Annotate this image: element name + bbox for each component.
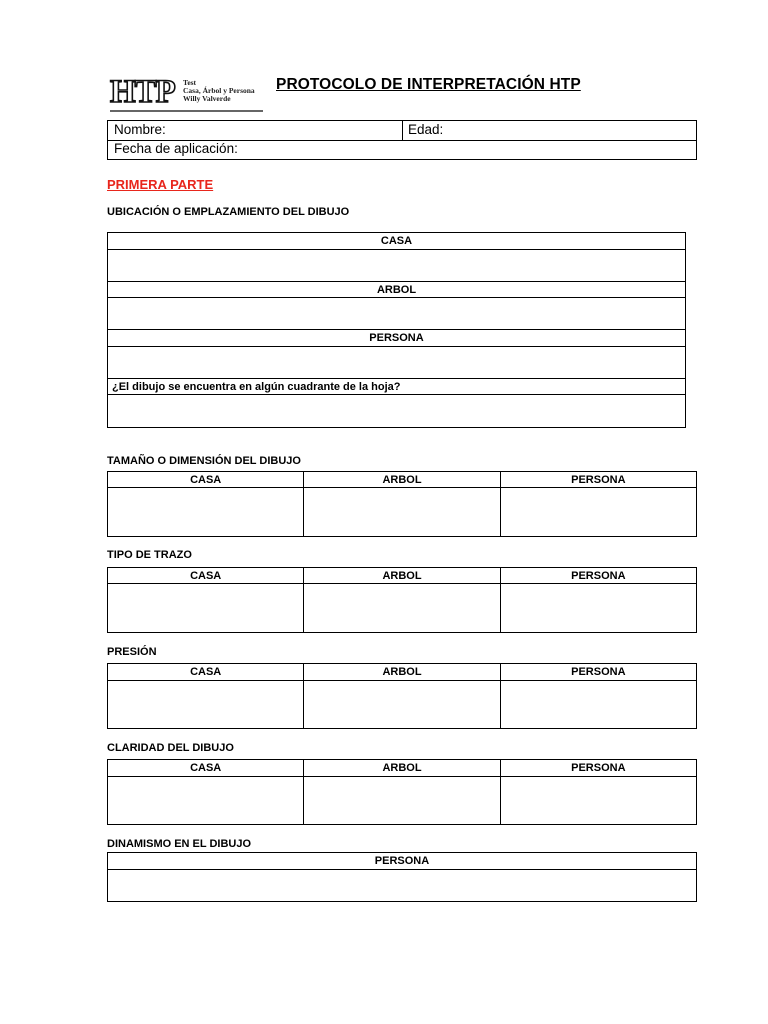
page-title: PROTOCOLO DE INTERPRETACIÓN HTP <box>276 76 581 93</box>
tamano-casa-header: CASA <box>108 472 304 488</box>
info-row-name <box>108 121 696 141</box>
ubicacion-casa-header: CASA <box>108 233 686 250</box>
logo-line-test: Test <box>183 78 197 87</box>
trazo-arbol-header: ARBOL <box>304 568 500 584</box>
patient-info-table <box>107 120 697 160</box>
info-row-date <box>108 140 696 159</box>
ubicacion-arbol-cell[interactable] <box>108 298 686 330</box>
presion-casa-cell[interactable] <box>108 681 304 729</box>
presion-arbol-cell[interactable] <box>304 681 500 729</box>
claridad-casa-cell[interactable] <box>108 777 304 825</box>
dinamismo-heading: DINAMISMO EN EL DIBUJO <box>107 838 252 850</box>
tamano-persona-cell[interactable] <box>500 488 696 537</box>
trazo-arbol-cell[interactable] <box>304 584 500 633</box>
trazo-casa-cell[interactable] <box>108 584 304 633</box>
dinamismo-table <box>107 852 697 902</box>
tamano-persona-header: PERSONA <box>500 472 696 488</box>
logo-line-author: Willy Valverde <box>183 94 231 103</box>
claridad-heading: CLARIDAD DEL DIBUJO <box>107 742 234 754</box>
tamano-arbol-header: ARBOL <box>304 472 500 488</box>
ubicacion-arbol-header: ARBOL <box>108 282 686 298</box>
presion-arbol-header: ARBOL <box>304 664 500 681</box>
ubicacion-table <box>107 232 686 428</box>
tamano-casa-cell[interactable] <box>108 488 304 537</box>
dinamismo-persona-header: PERSONA <box>108 853 697 870</box>
claridad-persona-cell[interactable] <box>500 777 696 825</box>
tamano-arbol-cell[interactable] <box>304 488 500 537</box>
trazo-heading: TIPO DE TRAZO <box>107 549 192 561</box>
presion-persona-cell[interactable] <box>500 681 696 729</box>
ubicacion-question: ¿El dibujo se encuentra en algún cuadrante de la hoja? <box>108 379 686 395</box>
trazo-persona-header: PERSONA <box>500 568 696 584</box>
ubicacion-question-cell[interactable] <box>108 395 686 428</box>
ubicacion-casa-cell[interactable] <box>108 250 686 282</box>
htp-logo <box>110 76 265 112</box>
trazo-persona-cell[interactable] <box>500 584 696 633</box>
trazo-table <box>107 567 697 633</box>
tamano-table <box>107 471 697 537</box>
ubicacion-persona-cell[interactable] <box>108 347 686 379</box>
logo-underline <box>110 110 263 112</box>
claridad-persona-header: PERSONA <box>500 760 696 777</box>
presion-heading: PRESIÓN <box>107 646 157 658</box>
nombre-label: Nombre: <box>114 122 166 137</box>
dinamismo-persona-cell[interactable] <box>108 870 697 902</box>
ubicacion-heading: UBICACIÓN O EMPLAZAMIENTO DEL DIBUJO <box>107 206 350 218</box>
presion-persona-header: PERSONA <box>500 664 696 681</box>
logo-text <box>183 79 255 103</box>
logo-letters: HTP <box>110 74 175 110</box>
claridad-table <box>107 759 697 825</box>
fecha-label: Fecha de aplicación: <box>114 141 238 156</box>
info-divider <box>402 121 403 140</box>
trazo-casa-header: CASA <box>108 568 304 584</box>
tamano-heading: TAMAÑO O DIMENSIÓN DEL DIBUJO <box>107 455 301 467</box>
presion-casa-header: CASA <box>108 664 304 681</box>
claridad-arbol-cell[interactable] <box>304 777 500 825</box>
section-title: PRIMERA PARTE <box>107 177 214 192</box>
claridad-casa-header: CASA <box>108 760 304 777</box>
presion-table <box>107 663 697 729</box>
claridad-arbol-header: ARBOL <box>304 760 500 777</box>
logo-line-subtitle: Casa, Árbol y Persona <box>183 86 255 95</box>
edad-label: Edad: <box>408 122 444 137</box>
ubicacion-persona-header: PERSONA <box>108 330 686 347</box>
